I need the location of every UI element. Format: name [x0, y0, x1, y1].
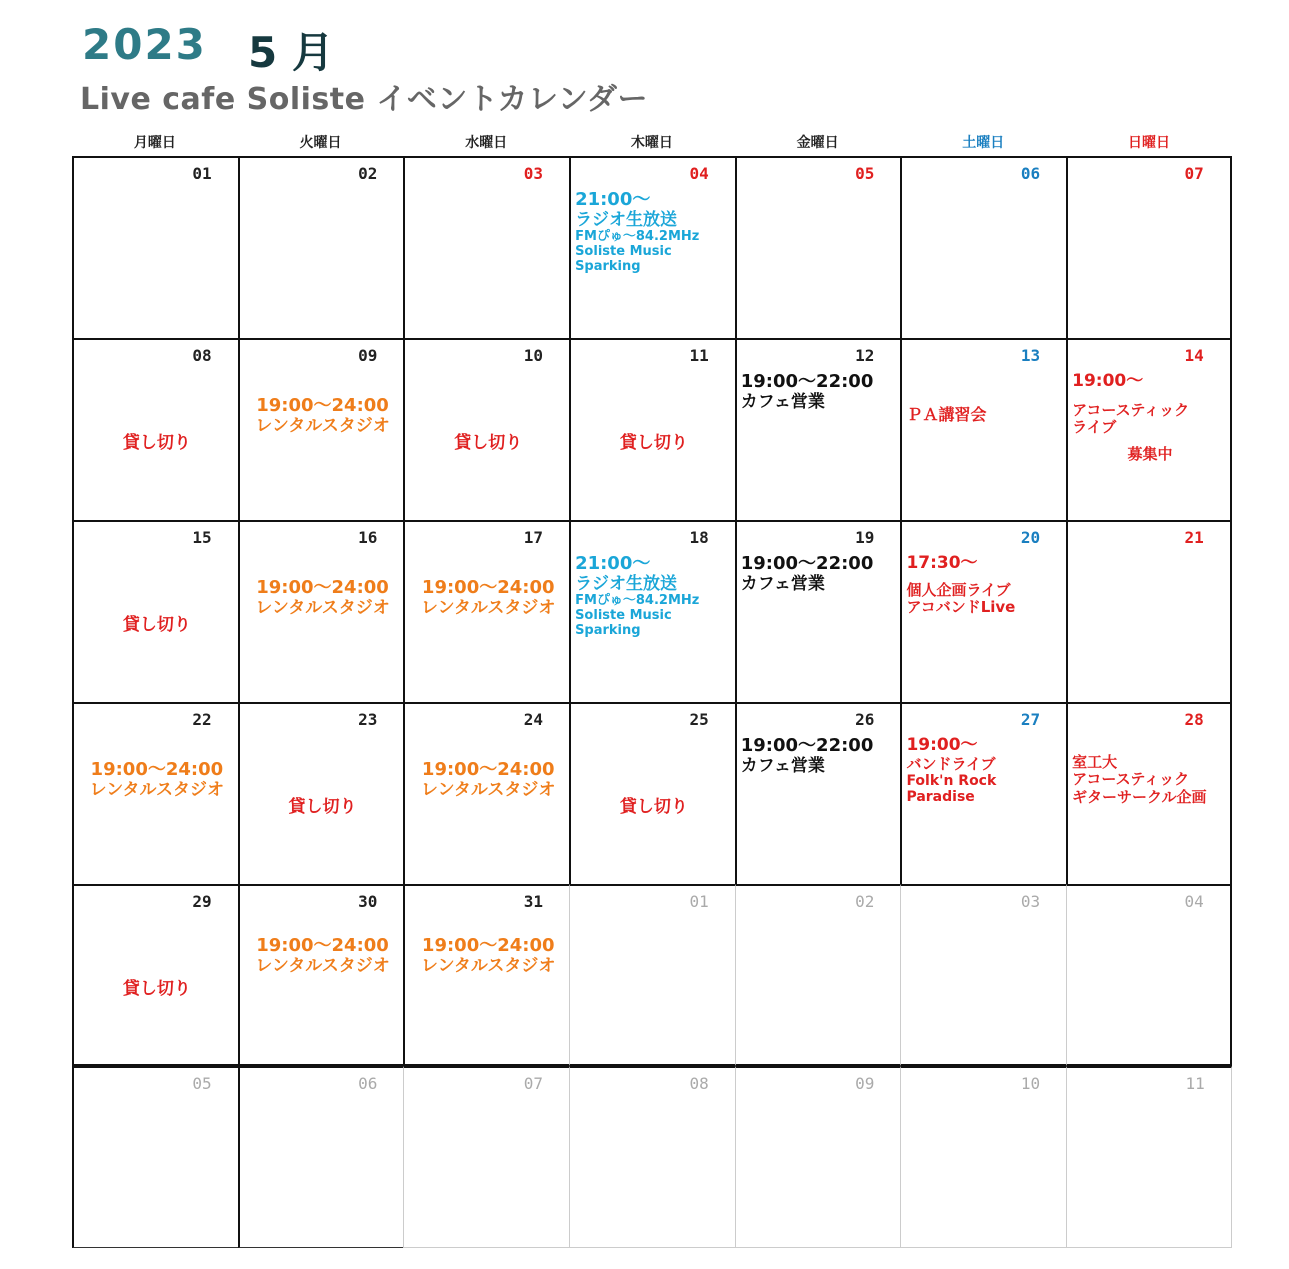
day-number: 05 — [855, 164, 875, 183]
event-line: Folk'n Rock — [906, 772, 997, 789]
day-cell[interactable] — [900, 338, 1066, 520]
event-line: 21:00～ — [575, 553, 651, 574]
day-cell[interactable] — [900, 702, 1066, 884]
day-cell[interactable] — [238, 1066, 404, 1248]
day-number: 03 — [1020, 892, 1041, 911]
day-number: 06 — [1020, 164, 1041, 183]
weekday-tue: 火曜日 — [299, 135, 342, 151]
event-line: 貸し切り — [454, 433, 523, 453]
event-line: 貸し切り — [619, 797, 688, 817]
event-line: レンタルスタジオ — [89, 779, 225, 800]
event-line: レンタルスタジオ — [421, 597, 556, 618]
day-cell[interactable] — [569, 884, 735, 1066]
event-line: Sparking — [575, 259, 641, 275]
day-cell[interactable] — [569, 702, 735, 884]
day-event — [244, 578, 402, 618]
day-cell[interactable] — [569, 1066, 735, 1248]
event-line: 貸し切り — [122, 615, 191, 635]
day-event — [741, 372, 899, 412]
day-cell[interactable] — [238, 884, 404, 1066]
event-line: 19:00～24:00 — [256, 577, 389, 598]
day-cell[interactable] — [569, 338, 735, 520]
day-cell[interactable] — [900, 520, 1066, 702]
event-line: 19:00～ — [1072, 371, 1144, 391]
day-cell[interactable] — [1066, 884, 1232, 1066]
day-number: 10 — [1020, 1074, 1041, 1093]
day-number: 23 — [358, 710, 378, 729]
day-number: 05 — [192, 1074, 212, 1093]
event-line: Soliste Music — [575, 608, 672, 624]
day-cell[interactable] — [735, 520, 901, 702]
day-cell[interactable] — [403, 338, 569, 520]
day-event — [575, 554, 733, 639]
event-line: ＰＡ講習会 — [906, 405, 987, 424]
day-cell[interactable] — [735, 702, 901, 884]
weekday-thu: 木曜日 — [630, 135, 673, 151]
day-cell[interactable] — [403, 1066, 569, 1248]
day-number: 17 — [523, 528, 544, 547]
day-number: 18 — [689, 528, 709, 547]
day-cell[interactable] — [735, 884, 901, 1066]
day-cell[interactable] — [238, 338, 404, 520]
day-number: 03 — [523, 164, 544, 183]
weekday-header-row — [72, 132, 1232, 154]
event-line: 19:00～24:00 — [256, 395, 389, 416]
day-event — [906, 554, 1064, 616]
event-line: カフェ営業 — [740, 573, 825, 594]
day-cell[interactable] — [403, 520, 569, 702]
day-cell[interactable] — [735, 338, 901, 520]
event-line: 貸し切り — [122, 979, 191, 999]
event-line: ラジオ生放送 — [575, 573, 678, 594]
weekday-wed: 水曜日 — [465, 135, 508, 151]
day-number: 02 — [358, 164, 378, 183]
event-line: ラジオ生放送 — [575, 209, 678, 230]
day-event — [244, 936, 402, 976]
event-line: 19:00～24:00 — [421, 577, 555, 598]
day-cell[interactable] — [238, 520, 404, 702]
day-number: 02 — [855, 892, 875, 911]
event-line: FMぴゅ～84.2MHz — [575, 593, 700, 609]
event-line: 貸し切り — [619, 433, 688, 453]
day-cell[interactable] — [569, 520, 735, 702]
day-number: 28 — [1184, 710, 1204, 729]
day-number: 13 — [1020, 346, 1041, 365]
event-line: レンタルスタジオ — [255, 415, 390, 436]
event-line: 21:00～ — [575, 189, 651, 210]
event-line: 個人企画ライブ — [906, 580, 1011, 599]
day-cell[interactable] — [900, 1066, 1066, 1248]
day-number: 10 — [523, 346, 544, 365]
day-number: 07 — [523, 1074, 544, 1093]
day-event — [244, 396, 402, 436]
event-line: 貸し切り — [288, 797, 357, 817]
day-event — [906, 736, 1064, 805]
day-number: 25 — [689, 710, 709, 729]
day-event — [409, 936, 567, 976]
day-cell[interactable] — [1066, 1066, 1232, 1248]
day-event — [1072, 754, 1228, 806]
week-row — [72, 884, 1232, 1066]
day-cell[interactable] — [238, 156, 404, 338]
event-line: カフェ営業 — [740, 391, 825, 412]
day-event — [244, 798, 402, 818]
day-number: 30 — [358, 892, 378, 911]
day-number: 06 — [358, 1074, 378, 1093]
calendar-month: 5 月 — [248, 28, 334, 77]
day-cell[interactable] — [72, 156, 238, 338]
event-line: ギターサークル企画 — [1072, 787, 1207, 806]
event-line: バンドライブ — [906, 754, 996, 773]
day-number: 21 — [1184, 528, 1204, 547]
day-number: 01 — [192, 164, 212, 183]
day-cell[interactable] — [735, 156, 901, 338]
day-cell[interactable] — [403, 702, 569, 884]
day-cell[interactable] — [72, 520, 238, 702]
day-number: 22 — [192, 710, 212, 729]
day-cell[interactable] — [403, 156, 569, 338]
event-line: 19:00～24:00 — [421, 759, 555, 780]
day-cell[interactable] — [1066, 520, 1232, 702]
event-line: 19:00～24:00 — [256, 935, 389, 956]
day-event — [409, 578, 567, 618]
week-row — [72, 338, 1232, 520]
day-number: 04 — [689, 164, 709, 183]
event-line: 19:00～24:00 — [90, 759, 224, 780]
event-line: Soliste Music — [575, 244, 672, 260]
week-row — [72, 156, 1232, 338]
day-number: 29 — [192, 892, 212, 911]
weekday-fri: 金曜日 — [796, 135, 839, 151]
event-line: 19:00～22:00 — [740, 553, 874, 574]
day-cell[interactable] — [72, 338, 238, 520]
day-number: 01 — [689, 892, 709, 911]
event-line: 募集中 — [1127, 445, 1173, 464]
day-cell[interactable] — [900, 884, 1066, 1066]
day-cell[interactable] — [1066, 338, 1232, 520]
day-cell[interactable] — [238, 702, 404, 884]
day-event — [78, 980, 236, 1000]
day-number: 08 — [689, 1074, 709, 1093]
day-number: 16 — [358, 528, 378, 547]
day-event — [575, 798, 733, 818]
day-event — [741, 736, 899, 776]
day-cell[interactable] — [1066, 156, 1232, 338]
day-number: 07 — [1184, 164, 1204, 183]
event-line: 室工大 — [1072, 753, 1118, 771]
event-line: ライブ — [1072, 417, 1117, 436]
day-number: 19 — [855, 528, 875, 547]
day-cell[interactable] — [403, 884, 569, 1066]
event-line: FMぴゅ～84.2MHz — [575, 229, 700, 245]
day-cell[interactable] — [72, 884, 238, 1066]
day-event — [409, 760, 567, 800]
day-cell[interactable] — [72, 1066, 238, 1248]
day-cell[interactable] — [569, 156, 735, 338]
event-line: アコースティック — [1072, 400, 1190, 419]
event-line: レンタルスタジオ — [255, 597, 390, 618]
week-row — [72, 520, 1232, 702]
day-event — [78, 616, 236, 636]
day-event — [409, 434, 567, 454]
event-line: 19:00～22:00 — [740, 371, 874, 392]
day-number: 24 — [523, 710, 544, 729]
day-number: 31 — [523, 892, 544, 911]
day-number: 27 — [1020, 710, 1041, 729]
day-number: 11 — [1185, 1074, 1205, 1093]
day-number: 20 — [1020, 528, 1041, 547]
day-number: 26 — [855, 710, 875, 729]
day-event — [78, 760, 236, 800]
event-line: アコバンドLive — [906, 597, 1016, 616]
day-number: 08 — [192, 346, 212, 365]
day-cell[interactable] — [72, 702, 238, 884]
event-line: 19:00～ — [906, 735, 978, 755]
day-event — [575, 434, 733, 454]
day-number: 09 — [358, 346, 378, 365]
calendar-year: 2023 — [82, 20, 207, 69]
event-line: レンタルスタジオ — [421, 779, 556, 800]
weekday-sat: 土曜日 — [962, 135, 1005, 151]
day-cell[interactable] — [1066, 702, 1232, 884]
event-line: 17:30～ — [906, 553, 978, 573]
weekday-sun: 日曜日 — [1127, 135, 1170, 151]
event-line: レンタルスタジオ — [255, 955, 390, 976]
day-number: 11 — [689, 346, 709, 365]
event-line: アコースティック — [1072, 770, 1190, 789]
calendar-grid — [72, 156, 1232, 1248]
event-line: カフェ営業 — [740, 755, 825, 776]
day-event — [741, 554, 899, 594]
week-row — [72, 702, 1232, 884]
day-number: 04 — [1184, 892, 1204, 911]
weekday-mon: 月曜日 — [133, 135, 176, 151]
day-event — [78, 434, 236, 454]
day-number: 14 — [1184, 346, 1204, 365]
event-line: Sparking — [575, 623, 641, 639]
day-cell[interactable] — [735, 1066, 901, 1248]
calendar-subtitle: Live cafe Soliste イベントカレンダー — [80, 82, 649, 117]
week-row — [72, 1066, 1232, 1248]
event-line: 19:00～24:00 — [421, 935, 555, 956]
event-line: 19:00～22:00 — [740, 735, 874, 756]
event-line: レンタルスタジオ — [421, 955, 556, 976]
day-cell[interactable] — [900, 156, 1066, 338]
day-number: 09 — [855, 1074, 875, 1093]
day-event — [1072, 372, 1228, 463]
day-number: 12 — [855, 346, 875, 365]
day-event — [575, 190, 733, 275]
day-event — [906, 406, 1064, 424]
event-line: 貸し切り — [122, 433, 191, 453]
event-line: Paradise — [906, 788, 975, 805]
day-number: 15 — [192, 528, 212, 547]
